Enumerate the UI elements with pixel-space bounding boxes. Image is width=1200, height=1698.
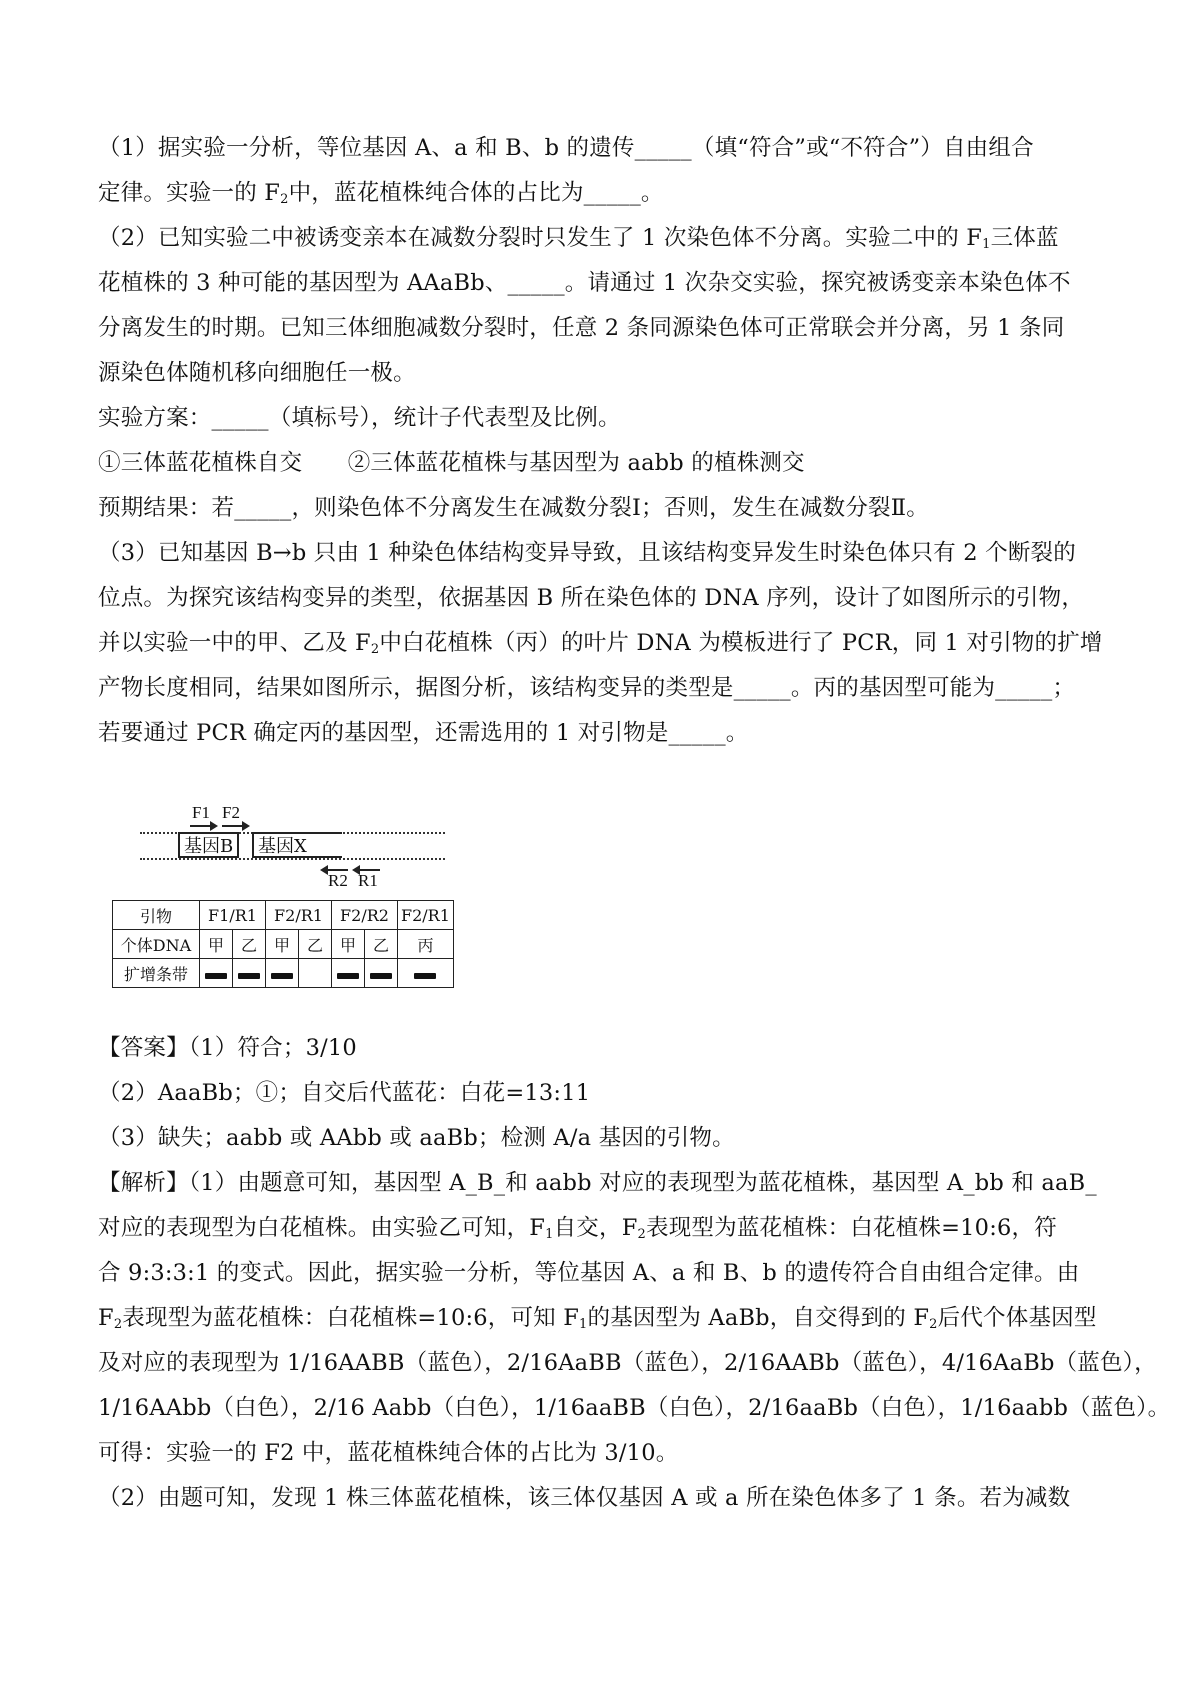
explanation-line-8: （2）由题可知，发现 1 株三体蓝花植株，该三体仅基因 A 或 a 所在染色体多了 1 条。若为减数	[98, 1485, 1071, 1511]
table-row-primers	[113, 901, 454, 930]
gene-x-box: 基因X	[252, 832, 342, 858]
band-cell	[266, 959, 299, 988]
pcr-results-table	[112, 900, 454, 988]
amplification-band	[414, 973, 436, 979]
answer-3: （3）缺失；aabb 或 AAbb 或 aaBb；检测 A/a 基因的引物。	[98, 1125, 735, 1151]
band-cell	[332, 959, 365, 988]
band-cell	[299, 959, 332, 988]
experiment-options: ①三体蓝花植株自交 ②三体蓝花植株与基因型为 aabb 的植株测交	[98, 450, 805, 476]
dna-cell: 甲	[266, 930, 299, 959]
primer-r2-label: R2	[328, 871, 348, 890]
primer-f2-label: F2	[222, 803, 240, 822]
explanation-line-4: $F_2$表现型为蓝花植株：白花植株=10:6，可知 $F_1$的基因型为 AaBb，自交得到的 $F_2$后代个体基因型	[98, 1305, 1097, 1332]
primer-f1-label: F1	[192, 803, 210, 822]
dna-cell: 丙	[398, 930, 454, 959]
table-row-bands	[113, 959, 454, 988]
amplification-band	[238, 973, 260, 979]
gene-b-box: 基因B	[178, 832, 239, 858]
amplification-band	[271, 973, 293, 979]
band-cell	[200, 959, 233, 988]
dna-cell: 甲	[332, 930, 365, 959]
row-label-bands: 扩增条带	[113, 959, 200, 988]
explanation-line-5: 及对应的表现型为 1/16AABB（蓝色），2/16AaBB（蓝色），2/16AABb（蓝色），4/16AaBb（蓝色），	[98, 1350, 1157, 1376]
primer-col-4: F2/R1	[398, 901, 454, 930]
primer-col-2: F2/R1	[266, 901, 332, 930]
table-row-dna	[113, 930, 454, 959]
dna-cell: 乙	[233, 930, 266, 959]
primer-col-3: F2/R2	[332, 901, 398, 930]
expected-result: 预期结果：若_____，则染色体不分离发生在减数分裂Ⅰ；否则，发生在减数分裂Ⅱ。	[98, 495, 929, 521]
answer-1: 【答案】（1）符合；3/10	[98, 1035, 357, 1061]
question-2-line-1: （2）已知实验二中被诱变亲本在减数分裂时只发生了 1 次染色体不分离。实验二中的 $F_1$三体蓝	[98, 225, 1059, 252]
row-label-primer: 引物	[113, 901, 200, 930]
explanation-line-7: 可得：实验一的 F2 中，蓝花植株纯合体的占比为 3/10。	[98, 1440, 679, 1466]
question-3-line-3: 并以实验一中的甲、乙及 $F_2$中白花植株（丙）的叶片 DNA 为模板进行了 PCR，同 1 对引物的扩增	[98, 630, 1103, 657]
amplification-band	[337, 973, 359, 979]
band-cell	[365, 959, 398, 988]
explanation-line-3: 合 9:3:3:1 的变式。因此，据实验一分析，等位基因 A、a 和 B、b 的遗传符合自由组合定律。由	[98, 1260, 1080, 1286]
question-3-line-2: 位点。为探究该结构变异的类型，依据基因 B 所在染色体的 DNA 序列，设计了如图所示的引物，	[98, 585, 1085, 611]
experiment-plan: 实验方案：_____（填标号），统计子代表型及比例。	[98, 405, 621, 431]
primer-f1-arrow	[190, 825, 216, 827]
pcr-figure	[100, 805, 500, 1005]
amplification-band	[205, 973, 227, 979]
dna-cell: 乙	[365, 930, 398, 959]
band-cell	[398, 959, 454, 988]
explanation-line-6: 1/16AAbb（白色），2/16 Aabb（白色），1/16aaBB（白色），2/16aaBb（白色），1/16aabb（蓝色）。	[98, 1395, 1171, 1421]
primer-col-1: F1/R1	[200, 901, 266, 930]
row-label-dna: 个体DNA	[113, 930, 200, 959]
dna-cell: 乙	[299, 930, 332, 959]
band-cell	[233, 959, 266, 988]
question-3-line-5: 若要通过 PCR 确定丙的基因型，还需选用的 1 对引物是_____。	[98, 720, 749, 746]
amplification-band	[370, 973, 392, 979]
question-1-line-2: 定律。实验一的 $F_2$中，蓝花植株纯合体的占比为_____。	[98, 180, 664, 207]
question-3-line-1: （3）已知基因 B→b 只由 1 种染色体结构变异导致，且该结构变异发生时染色体只有 2 个断裂的	[98, 540, 1076, 566]
question-2-line-3: 分离发生的时期。已知三体细胞减数分裂时，任意 2 条同源染色体可正常联会并分离，另 1 条同	[98, 315, 1065, 341]
question-1-line-1: （1）据实验一分析，等位基因 A、a 和 B、b 的遗传_____（填“符合”或“不符合”）自由组合	[98, 135, 1034, 161]
answer-2: （2）AaaBb；①；自交后代蓝花：白花=13:11	[98, 1080, 591, 1106]
primer-f2-arrow	[222, 825, 248, 827]
question-2-line-2: 花植株的 3 种可能的基因型为 AAaBb、_____。请通过 1 次杂交实验，探究被诱变亲本染色体不	[98, 270, 1071, 296]
dna-cell: 甲	[200, 930, 233, 959]
question-2-line-4: 源染色体随机移向细胞任一极。	[98, 360, 416, 386]
explanation-line-1: 【解析】（1）由题意可知，基因型 A_B_和 aabb 对应的表现型为蓝花植株，基因型 A_bb 和 aaB_	[98, 1170, 1097, 1196]
primer-r1-label: R1	[358, 871, 378, 890]
question-3-line-4: 产物长度相同，结果如图所示，据图分析，该结构变异的类型是_____。丙的基因型可能为_____；	[98, 675, 1076, 701]
explanation-line-2: 对应的表现型为白花植株。由实验乙可知，$F_1$自交，$F_2$表现型为蓝花植株：白花植株=10:6，符	[98, 1215, 1057, 1242]
